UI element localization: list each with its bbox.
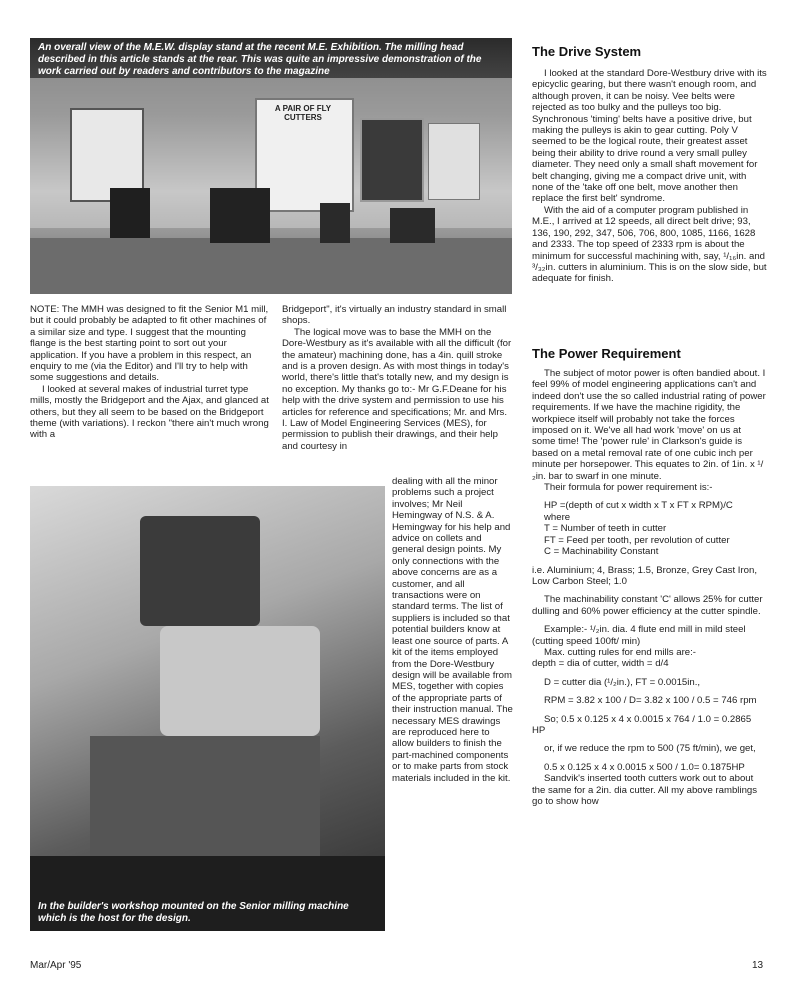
power-requirement-text [532, 368, 767, 807]
second-calculation: 0.5 x 0.125 x 4 x 0.0015 x 500 / 1.0= 0.1875HP [544, 761, 745, 773]
so-line: So; 0.5 x 0.125 x 4 x 0.0015 x 764 / 1.0 = 0.2865 HP [532, 713, 752, 736]
drive-system-heading: The Drive System [532, 44, 642, 59]
reduce-rpm-line: or, if we reduce the rpm to 500 (75 ft/min), we get, [544, 743, 756, 755]
column-2-narrow-text [392, 476, 514, 784]
top-photo-caption: An overall view of the M.E.W. display stand at the recent M.E. Exhibition. The milling head described in this article stands at the rear. This was quite an impressive demonstration of the work carried out by readers and contributors to the magazine [38, 42, 482, 77]
cutter-dia-line: D = cutter dia (¹/₂in.), FT = 0.0015in., [544, 676, 701, 688]
power-paragraph-1: The subject of motor power is often bandied about. I feel 99% of model engineering applications can't and indeed don't use the so called industrial rating of power requirements. If we have the machine rigidity, the workpiece itself will probably not take the forces imposed on it. We've all had work 'move' on us at some time! The 'power rule' in Clarkson's guide is based on a metal removal rate of one cubic inch per minute per horsepower. This equates to 2in. of 1in. x ¹/₂in. bar to swarf in one minute. [532, 368, 766, 482]
fly-cutters-sign: A PAIR OF FLY CUTTERS [274, 104, 332, 122]
constant-definition: C = Machinability Constant [544, 546, 659, 558]
bridgeport-paragraph: Bridgeport", it's virtually an industry standard in small shops. [282, 304, 507, 327]
power-paragraph-2: Their formula for power requirement is:- [544, 482, 713, 494]
bottom-photo-caption: In the builder's workshop mounted on the Senior milling machine which is the host for the design. [38, 901, 349, 924]
column-2-text [282, 304, 514, 452]
drive-paragraph-2: With the aid of a computer program published in M.E., I arrived at 12 speeds, all direct belt drive; 93, 136, 190, 292, 347, 506, 706, 800, 1085, 1166, 1628 and 2333. The top speed of 2333 rpm is about the minimum for successful machining with, say, ¹/₁₆in. and ³/₃₂in. cutters in aluminium. This is on the slow side, but adequate for finish. [532, 204, 767, 285]
sandvik-paragraph: Sandvik's inserted tooth cutters work out to about the same for a 2in. dia cutter. All my above ramblings go to show how [532, 773, 758, 807]
teeth-definition: T = Number of teeth in cutter [544, 523, 667, 535]
exhibition-stand-photo [30, 38, 512, 294]
workshop-milling-machine-photo [30, 486, 385, 931]
rpm-line: RPM = 3.82 x 100 / D= 3.82 x 100 / 0.5 = 746 rpm [544, 695, 757, 707]
note-paragraph: NOTE: The MMH was designed to fit the Senior M1 mill, but it could probably be adapted to fit other machines of a similar size and type. I suggest that the mounting flange is the best starting point to sort out your application. If you have a problem in this respect, an enquiry to me (via the Editor) and I'll try to help with some suggestions and details. [30, 304, 269, 384]
suppliers-paragraph: dealing with all the minor problems such a project involves; Mr Neil Hemingway of N.S. & A. Hemingway for his help and advice on collets and general design points. My only connections with the above concerns are as a customer, and all transactions were on standard terms. The list of suppliers is included so that potential builders know at least one source of parts. A kit of the items employed from the Dore-Westbury design will be available from MES, together with copies of the appropriate parts of their instruction manual. The necessary MES drawings are reproduced here to allow builders to finish the part-machined components or to make parts from stock materials included in the kit. [392, 476, 513, 784]
turret-mills-paragraph: I looked at several makes of industrial turret type mills, mostly the Bridgeport and the Ajax, and glanced at others, but they all seem to be based on the Bridgeport theme (with variations). I reckon "there ain't much wrong with a [30, 383, 269, 441]
depth-width-line: depth = dia of cutter, width = d/4 [532, 658, 669, 670]
power-requirement-heading: The Power Requirement [532, 346, 681, 361]
where-line: where [544, 511, 571, 523]
drive-system-text [532, 68, 767, 285]
column-1-text [30, 304, 270, 441]
logical-move-paragraph: The logical move was to base the MMH on the Dore-Westbury as it's available with all the difficult (for the amateur) machining done, has a 4in. quill stroke and is a proven design. As with most things in today's world, there's little that's totally new, and my design is no exception. My thanks go to:- Mr G.F.Deane for his help with the drive system and permission to use his articles for reference and specifications; Mr. and Mrs. I. Law of Model Engineering Services (MES), for permission to publish their drawings, and their help and courtesy in [282, 326, 512, 452]
feed-definition: FT = Feed per tooth, per revolution of cutter [544, 534, 730, 546]
page-number: 13 [752, 960, 764, 971]
constants-list: i.e. Aluminium; 4, Brass; 1.5, Bronze, Grey Cast Iron, Low Carbon Steel; 1.0 [532, 564, 758, 587]
cutting-rules-line: Max. cutting rules for end mills are:- [544, 646, 696, 658]
issue-date: Mar/Apr '95 [30, 960, 82, 971]
example-line: Example:- ¹/₂in. dia. 4 flute end mill in mild steel (cutting speed 100ft/ min) [532, 624, 746, 647]
drive-paragraph-1: I looked at the standard Dore-Westbury drive with its epicyclic gearing, but there wasn't enough room, and although proven, it can be noisy. Vee belts were rejected as too bulky and the pulleys too big. Synchronous 'timing' belts have a positive drive, but making the pulleys is akin to gear cutting. Poly V seemed to be the logical route, their greatest asset being their ability to drive round a very small pulley diameter. They need only a small shaft movement for belt changing, giving me a compact drive unit, with none of the 'take off one belt, move another then replace the first belt' syndrome. [532, 68, 767, 205]
power-formula: HP =(depth of cut x width x T x FT x RPM)/C [544, 500, 733, 512]
machinability-paragraph: The machinability constant 'C' allows 25% for cutter dulling and 60% power efficiency at the cutter spindle. [532, 594, 763, 617]
